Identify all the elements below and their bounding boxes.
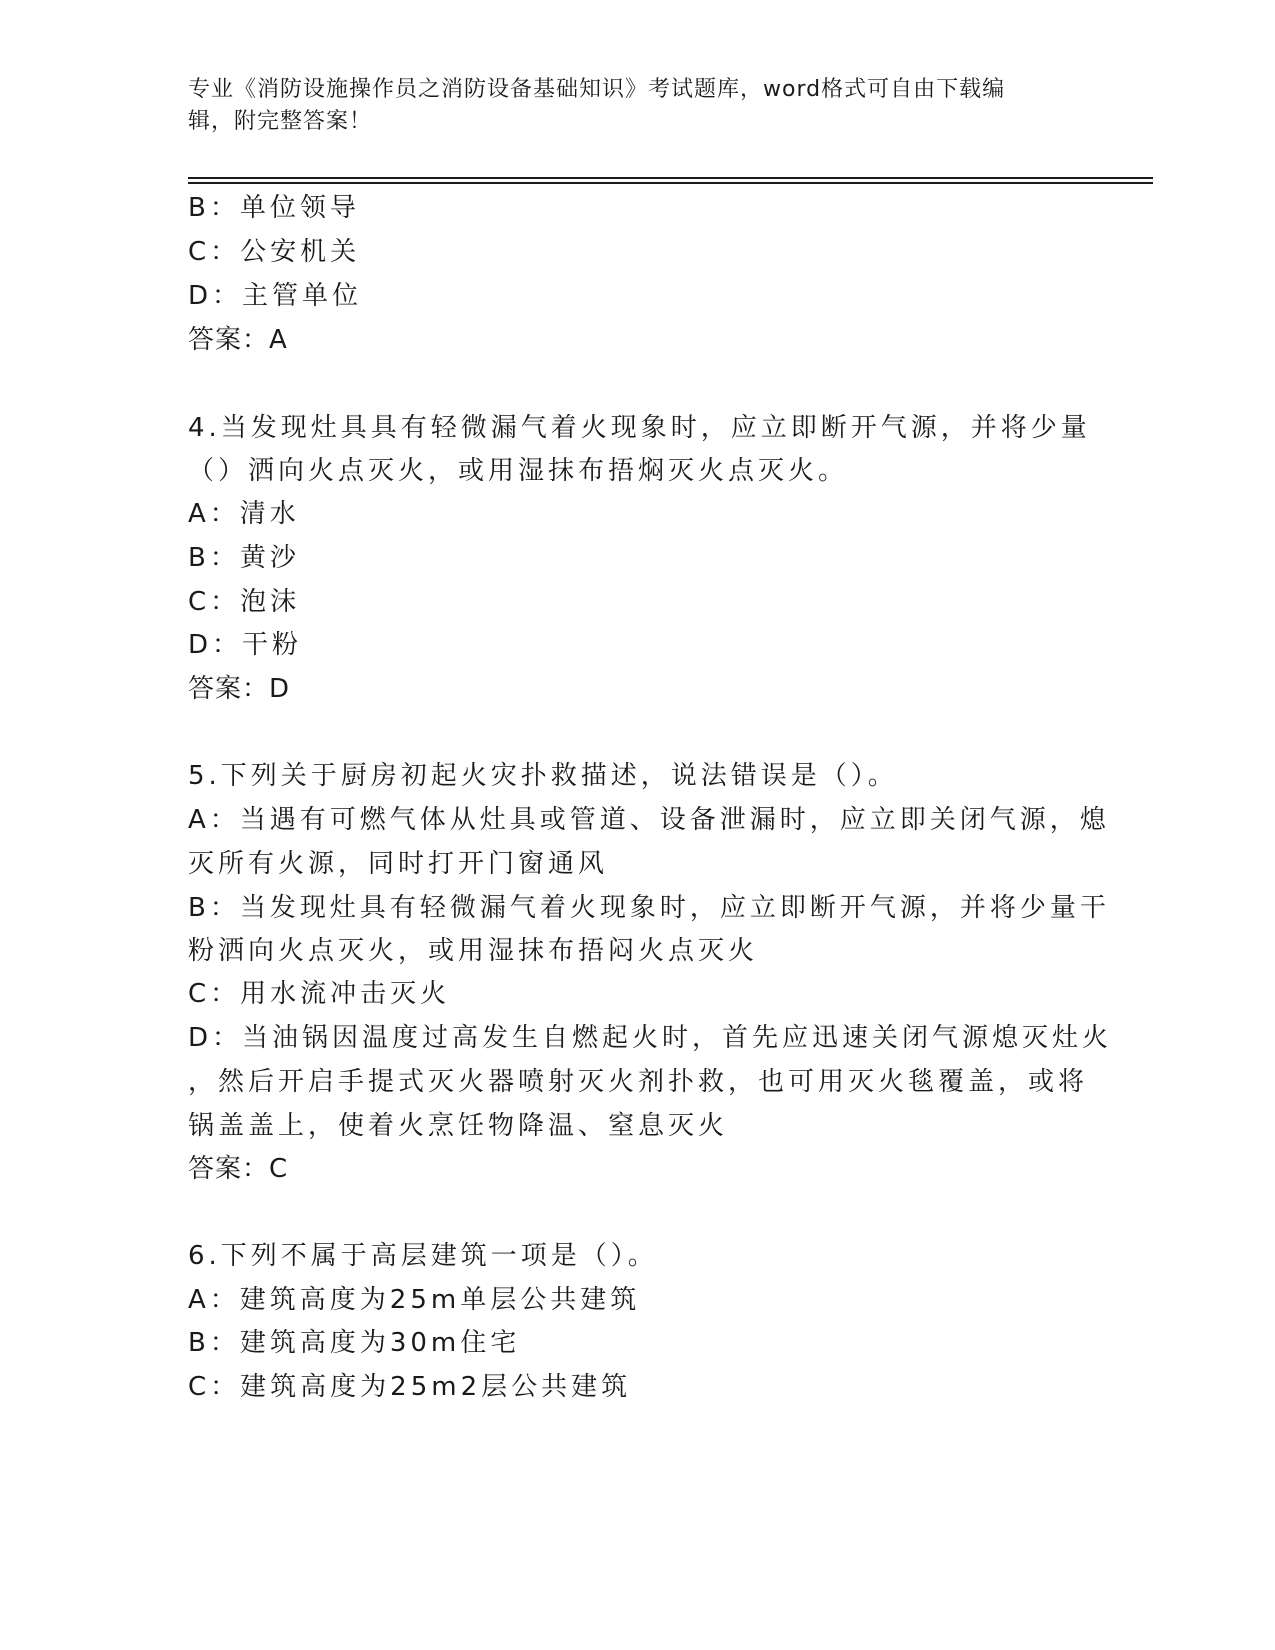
q5-answer-label: 答案： [188, 1154, 270, 1184]
q6-option-b: B：建筑高度为30m住宅 [188, 1328, 521, 1358]
header-line-1: 专业《消防设施操作员之消防设备基础知识》考试题库，word格式可自由下载编 [188, 77, 1006, 102]
q4-answer-label: 答案： [188, 674, 270, 704]
q5-option-d-line-2: ，然后开启手提式灭火器喷射灭火剂扑救，也可用灭火毯覆盖，或将 [188, 1067, 1089, 1097]
q6-option-a: A：建筑高度为25m单层公共建筑 [188, 1285, 641, 1315]
document-header [188, 74, 1088, 138]
q3-answer-value: A [269, 325, 287, 355]
header-rule-top [188, 177, 1153, 179]
q5-option-c: C：用水流冲击灭火 [188, 979, 451, 1009]
q3-option-b: B：单位领导 [188, 193, 360, 223]
q4-option-a: A：清水 [188, 499, 300, 529]
q6-option-c: C：建筑高度为25m2层公共建筑 [188, 1372, 632, 1402]
q5-option-b-line-2: 粉洒向火点灭火，或用湿抹布捂闷火点灭火 [188, 936, 759, 966]
q4-stem-line-1: 4.当发现灶具具有轻微漏气着火现象时，应立即断开气源，并将少量 [188, 413, 1091, 443]
q5-stem: 5.下列关于厨房初起火灾扑救描述，说法错误是（）。 [188, 761, 898, 791]
q3-answer-label: 答案： [188, 325, 270, 355]
q5-option-d-line-3: 锅盖盖上，使着火烹饪物降温、窒息灭火 [188, 1111, 729, 1141]
q6-stem: 6.下列不属于高层建筑一项是（）。 [188, 1241, 658, 1271]
q3-option-d: D：主管单位 [188, 281, 363, 311]
q3-option-c: C：公安机关 [188, 237, 361, 267]
q4-answer-value: D [269, 674, 290, 704]
header-rule-bottom [188, 182, 1153, 184]
q5-option-a-line-1: A：当遇有可燃气体从灶具或管道、设备泄漏时，应立即关闭气源，熄 [188, 805, 1110, 835]
q4-option-b: B：黄沙 [188, 543, 300, 573]
q5-option-d-line-1: D：当油锅因温度过高发生自燃起火时，首先应迅速关闭气源熄灭灶火 [188, 1023, 1113, 1053]
q4-answer [188, 671, 289, 707]
header-line-2: 辑，附完整答案！ [188, 109, 373, 134]
q5-answer-value: C [269, 1154, 288, 1184]
q5-answer [188, 1151, 287, 1187]
q5-option-a-line-2: 灭所有火源，同时打开门窗通风 [188, 849, 609, 879]
q4-stem-line-2: （）洒向火点灭火，或用湿抹布捂焖灭火点灭火。 [188, 456, 849, 486]
q4-option-c: C：泡沫 [188, 587, 301, 617]
q5-option-b-line-1: B：当发现灶具有轻微漏气着火现象时，应立即断开气源，并将少量干 [188, 893, 1110, 923]
q3-answer [188, 322, 287, 358]
q4-option-d: D：干粉 [188, 630, 303, 660]
